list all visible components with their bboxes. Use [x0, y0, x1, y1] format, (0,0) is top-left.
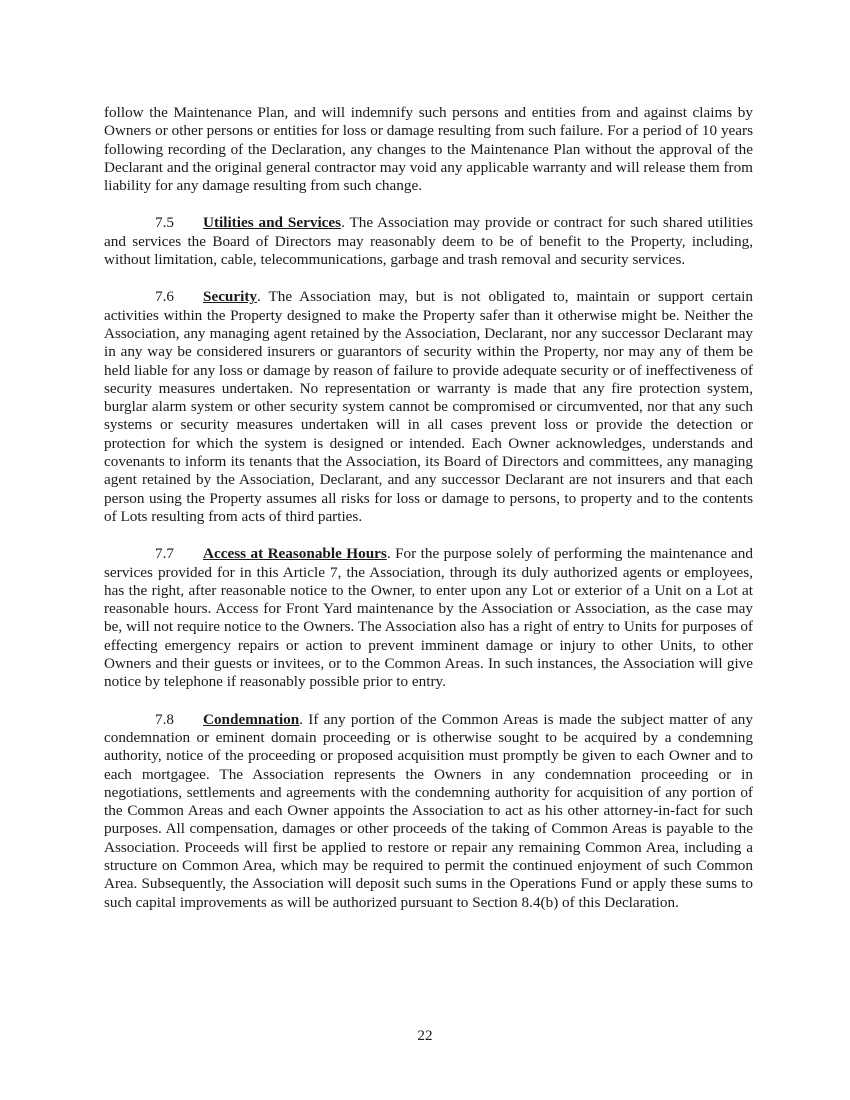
section-body: . For the purpose solely of performing the maintenance and services provided for in this Article 7, the Association, through its duly authorized agents or employees, has the right, after reasonable notice to the Owner, to enter upon any Lot or exterior of a Unit on a Lot at reasonable hours. Access for Front Yard maintenance by the Association or Association, as the case may be, will not require notice to the Owners. The Association also has a right of entry to Units for purposes of effecting emergency repairs or action to prevent imminent damage or injury to other Units, to other Owners and their guests or invitees, or to the Common Areas. In such instances, the Association will give notice by telephone if reasonably possible prior to entry.: [104, 545, 753, 691]
section-heading: Utilities and Services: [203, 214, 342, 232]
page-number: 22: [417, 1027, 433, 1044]
section-number: 7.5: [155, 214, 174, 232]
section-number: 7.6: [155, 288, 174, 306]
intro-paragraph: follow the Maintenance Plan, and will indemnify such persons and entities from and against claims by Owners or other persons or entities for loss or damage resulting from such failure. For a period of 10 years following recording of the Declaration, any changes to the Maintenance Plan without the approval of the Declarant and the original general contractor may void any applicable warranty and will release them from liability for any damage resulting from such change.: [104, 104, 753, 195]
section-body: . The Association may, but is not obligated to, maintain or support certain activities within the Property designed to make the Property safer than it otherwise might be. Neither the Association, any managing agent retained by the Association, Declarant, nor any successor Declarant may in any way be considered insurers or guarantors of security within the Property, nor may any of them be held liable for any loss or damage by reason of failure to provide adequate security or of ineffectiveness of security measures undertaken. No representation or warranty is made that any fire protection system, burglar alarm system or other security system cannot be compromised or circumvented, nor that any such systems or security measures undertaken will in all cases prevent loss or provide the detection or protection for which the system is designed or intended. Each Owner acknowledges, understands and covenants to inform its tenants that the Association, its Board of Directors and committees, any managing agent retained by the Association, Declarant, and any successor Declarant are not insurers and that each person using the Property assumes all risks for loss or damage to persons, to property and to the contents of Lots resulting from acts of third parties.: [104, 288, 753, 525]
section-7-5: [104, 214, 753, 269]
section-heading: Condemnation: [203, 710, 300, 728]
section-heading: Access at Reasonable Hours: [203, 545, 387, 563]
document-page: [104, 104, 753, 931]
section-number: 7.7: [155, 545, 174, 563]
section-7-7: [104, 545, 753, 691]
section-number: 7.8: [155, 710, 174, 728]
section-body: . The Association may provide or contract for such shared utilities and services the Board of Directors may reasonably deem to be of benefit to the Property, including, without limitation, cable, telecommunications, garbage and trash removal and security services.: [104, 214, 754, 269]
section-heading: Security: [203, 288, 257, 306]
section-body: . If any portion of the Common Areas is made the subject matter of any condemnation or eminent domain proceeding or is otherwise sought to be acquired by a condemning authority, notice of the proceeding or proposed acquisition must promptly be given to each Owner and to each mortgagee. The Association represents the Owners in any condemnation proceeding or in negotiations, settlements and agreements with the condemning authority for acquisition of any portion of the Common Areas and each Owner appoints the Association to act as his other attorney-in-fact for such purposes. All compensation, damages or other proceeds of the taking of Common Areas is payable to the Association. Proceeds will first be applied to restore or repair any remaining Common Area, including a structure on Common Area, which may be required to permit the continued enjoyment of such Common Area. Subsequently, the Association will deposit such sums in the Operations Fund or apply these sums to such capital improvements as will be authorized pursuant to Section 8.4(b) of this Declaration.: [104, 710, 753, 911]
section-7-8: [104, 711, 753, 912]
section-7-6: [104, 288, 753, 526]
